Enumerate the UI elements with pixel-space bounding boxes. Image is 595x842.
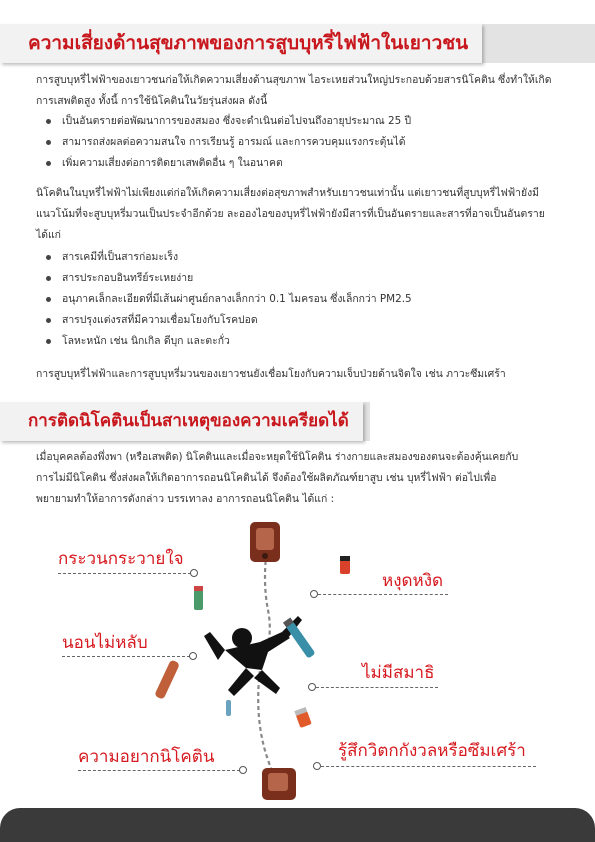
- harmful-substances-list: [40, 247, 412, 352]
- symptom-craving: [78, 746, 214, 768]
- symptom-label: นอนไม่หลับ: [62, 633, 148, 653]
- list-item: สารปรุงแต่งรสที่มีความเชื่อมโยงกับโรคปอด: [40, 310, 412, 331]
- list-item: สารเคมีที่เป็นสารก่อมะเร็ง: [40, 247, 412, 268]
- symptom-divider: [321, 766, 536, 767]
- list-item: สารประกอบอินทรีย์ระเหยง่าย: [40, 268, 412, 289]
- para2-line: นิโคตินในบุหรี่ไฟฟ้าไม่เพียงแต่ก่อให้เกิดความเสี่ยงต่อสุขภาพสำหรับเยาวชนเท่านั้น แต่เยาวชนที่สูบบุหรี่ไฟฟ้ายังมี: [36, 187, 539, 199]
- vape-pen-icon: [194, 586, 203, 610]
- page-footer: [0, 808, 595, 842]
- symptom-divider: [78, 770, 240, 771]
- connector-dot-icon: [313, 762, 321, 770]
- symptom-anxious: [338, 740, 526, 762]
- symptom-restless: [58, 548, 184, 570]
- section2-line: การไม่มีนิโคติน ซึ่งส่งผลให้เกิดอาการถอนนิโคตินได้ จึงต้องใช้ผลิตภัณฑ์ยาสูบ เช่น บุหรี่ไฟฟ้า ต่อไปเพื่อ: [36, 472, 497, 484]
- symptom-divider: [318, 594, 448, 595]
- list-item: สามารถส่งผลต่อความสนใจ การเรียนรู้ อารมณ์ และการควบคุมแรงกระตุ้นได้: [40, 132, 411, 153]
- connector-dot-icon: [308, 683, 316, 691]
- list-item: เพิ่มความเสี่ยงต่อการติดยาเสพติดอื่น ๆ ในอนาคต: [40, 153, 411, 174]
- chain-icon: [258, 540, 278, 800]
- symptom-insomnia: [62, 632, 148, 654]
- symptom-label: ความอยากนิโคติน: [78, 747, 215, 767]
- section1-banner: [0, 24, 595, 63]
- section2-line: เมื่อบุคคลต้องพึ่งพา (หรือเสพติด) นิโคตินและเมื่อจะหยุดใช้นิโคติน ร่างกายและสมองของตนจะต้องคุ้นเคยกับ: [36, 451, 519, 463]
- section2-title: การติดนิโคตินเป็นสาเหตุของความเครียดได้: [0, 402, 363, 441]
- connector-dot-icon: [239, 766, 247, 774]
- para2-line: ได้แก่: [36, 229, 61, 241]
- symptom-irritable: [382, 570, 443, 592]
- list-item: เป็นอันตรายต่อพัฒนาการของสมอง ซึ่งจะดำเนินต่อไปจนถึงอายุประมาณ 25 ปี: [40, 111, 411, 132]
- nicotine-effects-list: [40, 111, 411, 174]
- para2-line: แนวโน้มที่จะสูบบุหรี่มวนเป็นประจำอีกด้วย ละอองไอของบุหรี่ไฟฟ้ายังมีสารที่เป็นอันตรายและสารที่อาจเป็นอันตราย: [36, 208, 545, 220]
- bullet-icon: [46, 255, 51, 260]
- symptom-label: กระวนกระวายใจ: [58, 549, 184, 569]
- symptom-label: รู้สึกวิตกกังวลหรือซึมเศร้า: [338, 741, 526, 761]
- bullet-icon: [46, 140, 51, 145]
- symptom-label: หงุดหงิด: [382, 571, 444, 591]
- connector-dot-icon: [189, 652, 197, 660]
- section2-body: [36, 447, 571, 510]
- intro-line: การสูบบุหรี่ไฟฟ้าของเยาวชนก่อให้เกิดความเสี่ยงด้านสุขภาพ ไอระเหยส่วนใหญ่ประกอบด้วยสารนิโคติน ซึ่งทำให้เกิด: [36, 74, 552, 86]
- symptom-divider: [58, 573, 191, 574]
- symptom-no-focus: [362, 662, 434, 684]
- intro-line: การเสพติดสูง ทั้งนี้ การใช้นิโคตินในวัยรุ่นส่งผล ดังนี้: [36, 95, 268, 107]
- vape-pod-icon: [340, 556, 350, 574]
- section2-banner: [0, 402, 370, 441]
- symptom-divider: [62, 656, 190, 657]
- section1-closing: การสูบบุหรี่ไฟฟ้าและการสูบบุหรี่มวนของเยาวชนยังเชื่อมโยงกับความเจ็บป่วยด้านจิตใจ เช่น ภาวะซึมเศร้า: [36, 368, 506, 380]
- section1-para2: [36, 183, 571, 246]
- vape-pod-icon: [294, 707, 311, 728]
- vape-pen-icon: [226, 700, 231, 716]
- connector-dot-icon: [190, 569, 198, 577]
- bullet-icon: [46, 339, 51, 344]
- vape-device-icon: [262, 768, 296, 800]
- symptom-divider: [316, 687, 438, 688]
- section1-intro: [36, 70, 571, 112]
- bullet-icon: [46, 318, 51, 323]
- vape-device-icon: [250, 522, 280, 562]
- bullet-icon: [46, 119, 51, 124]
- bullet-icon: [46, 161, 51, 166]
- bullet-icon: [46, 276, 51, 281]
- section2-line: พยายามทำให้อาการดังกล่าว บรรเทาลง อาการถอนนิโคติน ได้แก่ :: [36, 493, 335, 505]
- connector-dot-icon: [310, 590, 318, 598]
- symptom-label: ไม่มีสมาธิ: [362, 663, 435, 683]
- bullet-icon: [46, 297, 51, 302]
- section1-title: ความเสี่ยงด้านสุขภาพของการสูบบุหรี่ไฟฟ้าในเยาวชน: [0, 24, 482, 63]
- vape-pen-icon: [154, 659, 180, 699]
- list-item: อนุภาคเล็กละเอียดที่มีเส้นผ่าศูนย์กลางเล็กกว่า 0.1 ไมครอน ซึ่งเล็กกว่า PM2.5: [40, 289, 412, 310]
- list-item: โลหะหนัก เช่น นิกเกิล ดีบุก และตะกั่ว: [40, 331, 412, 352]
